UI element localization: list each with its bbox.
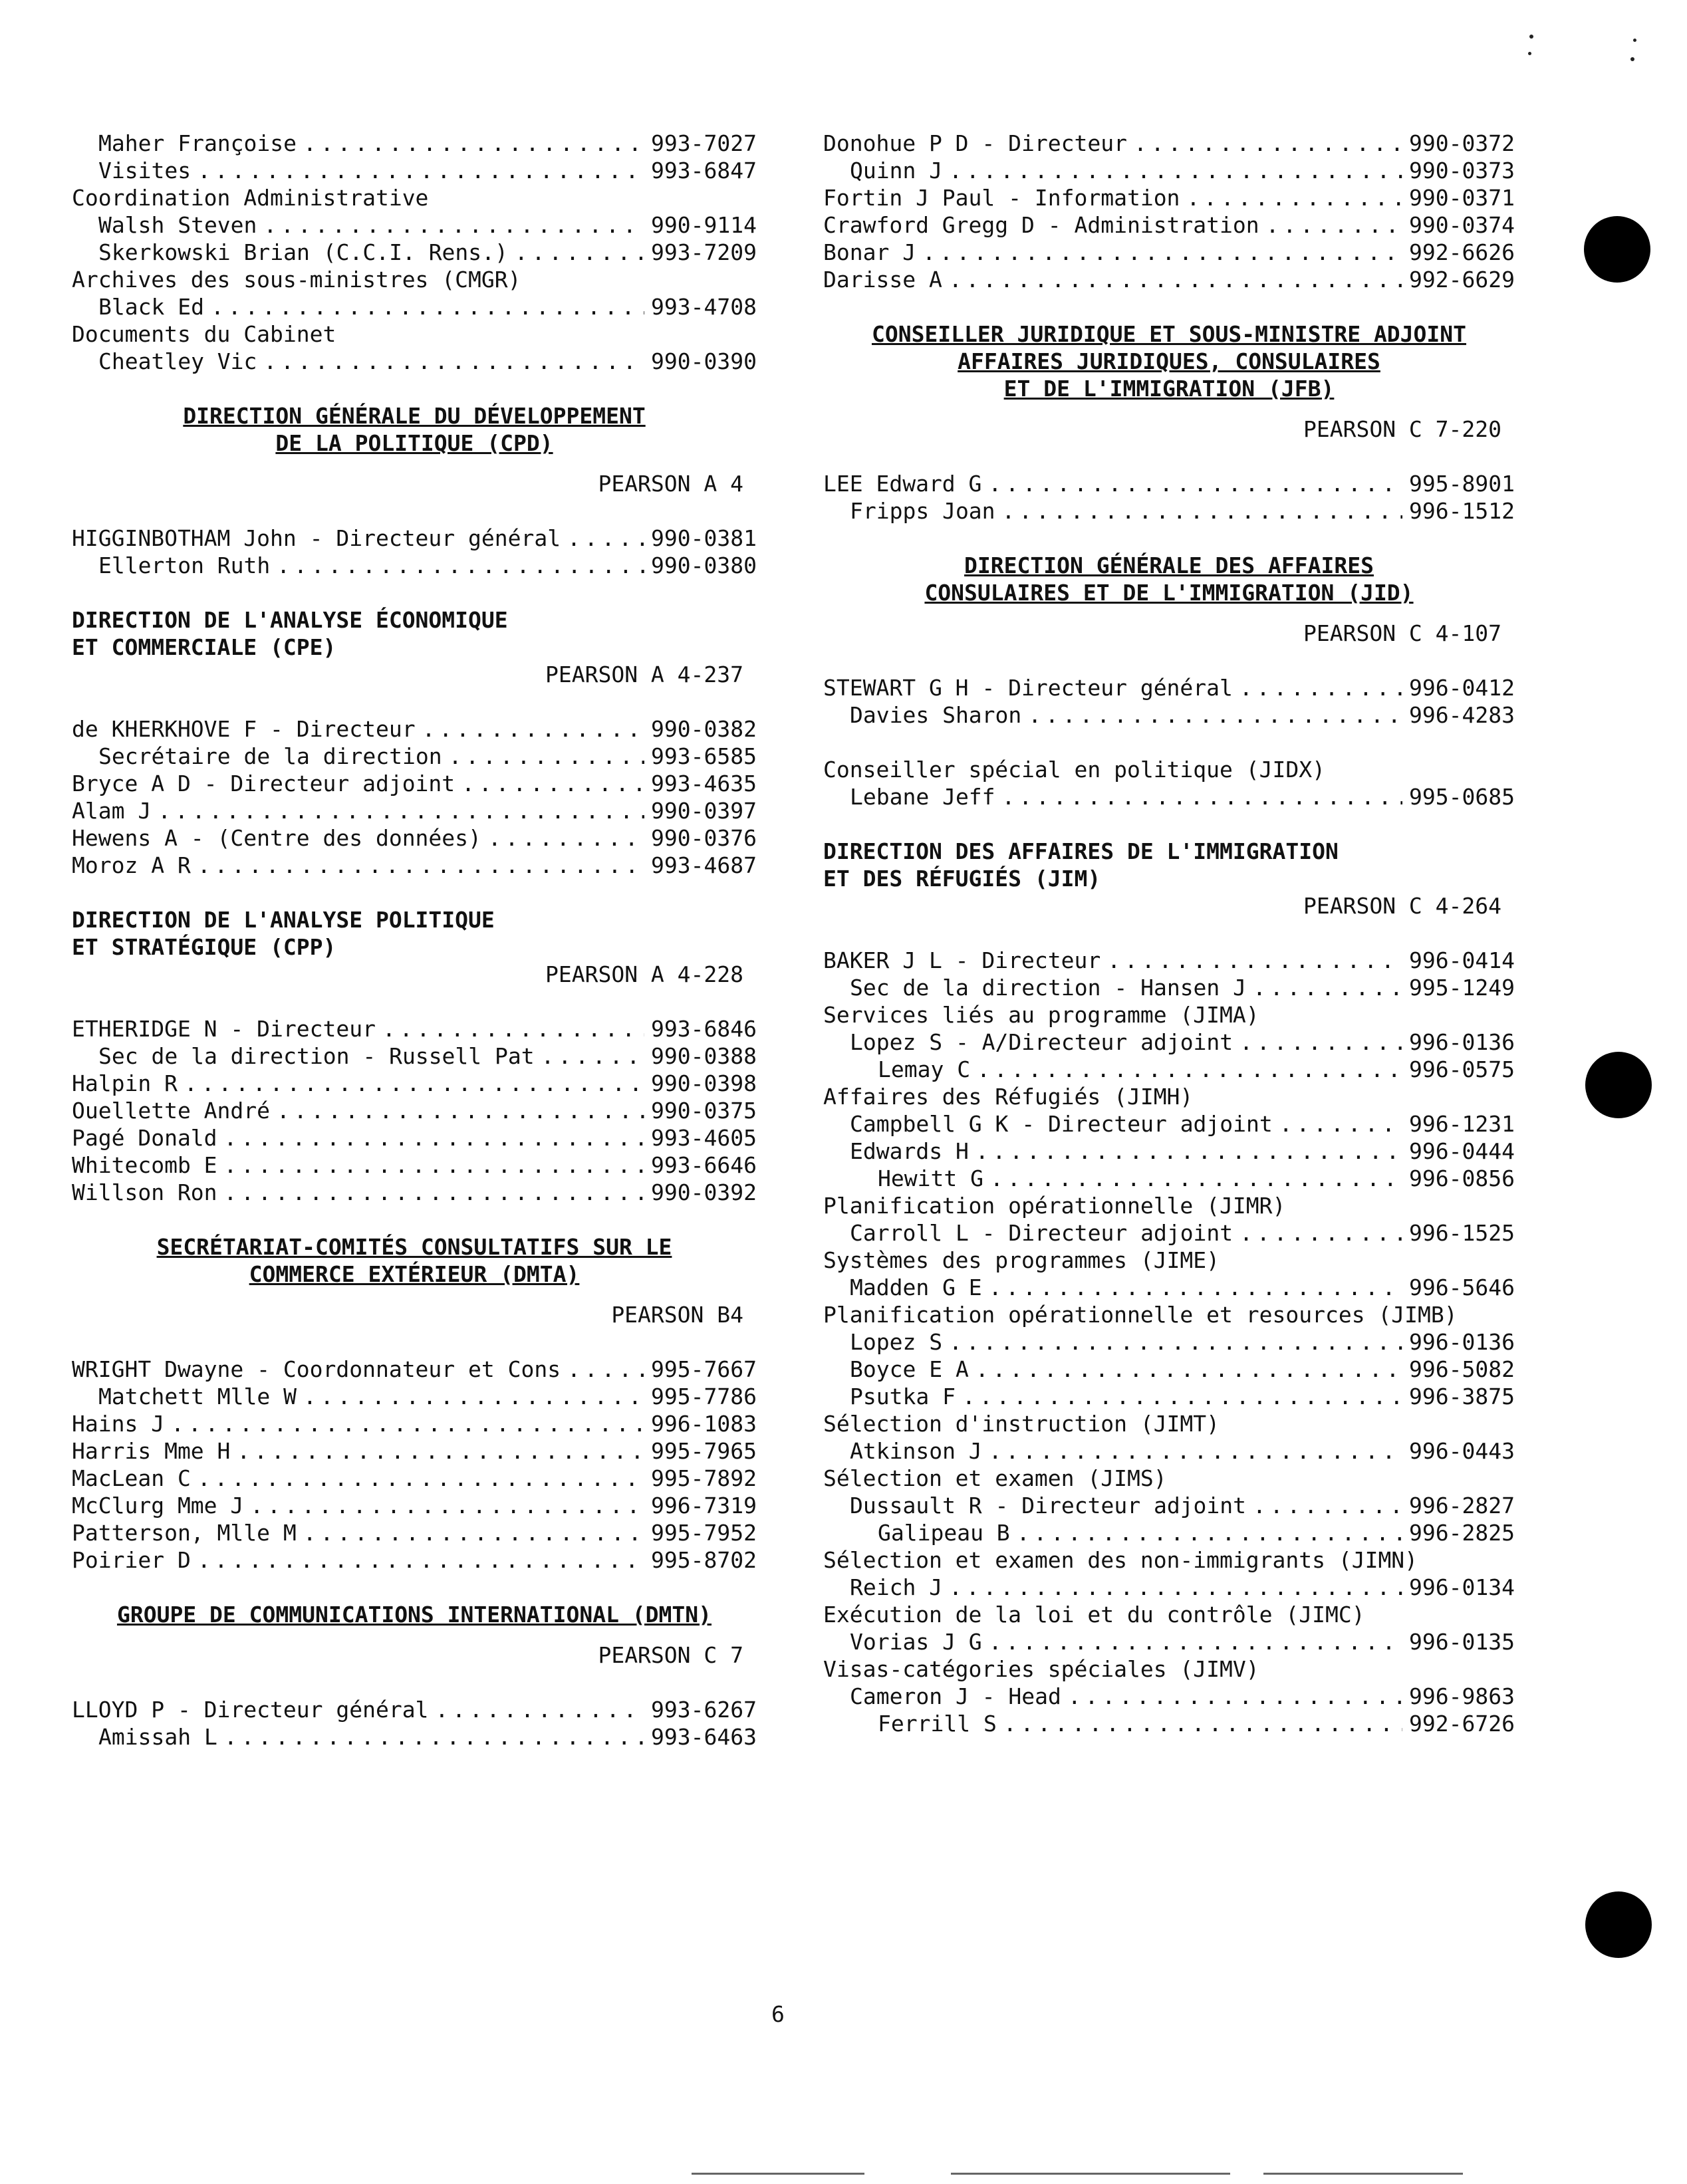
entry-name: LLOYD P - Directeur général [72, 1697, 429, 1723]
directory-entry [823, 1138, 1515, 1165]
directory-entry [823, 1492, 1515, 1519]
dot-leader [989, 1274, 1402, 1301]
dot-leader [303, 130, 644, 157]
directory-entry [823, 239, 1515, 266]
dot-leader [250, 1492, 644, 1519]
entry-name: Campbell G K - Directeur adjoint [850, 1111, 1273, 1137]
dot-leader [237, 1437, 644, 1465]
dot-leader [263, 348, 644, 375]
directory-entry [823, 470, 1515, 497]
directory-entry [823, 1710, 1515, 1737]
dot-leader [988, 470, 1402, 497]
section-title: DIRECTION GÉNÉRALE DU DÉVELOPPEMENT DE LA POLITIQUE (CPD) [183, 403, 646, 456]
directory-entry [823, 947, 1515, 974]
entry-name: Bonar J [823, 239, 916, 265]
directory-entry [72, 130, 757, 157]
sub-heading: Documents du Cabinet [72, 321, 336, 347]
directory-entry [823, 783, 1515, 810]
entry-phone: 990-9114 [651, 212, 757, 238]
entry-phone: 990-0375 [651, 1098, 757, 1124]
entry-phone: 992-6626 [1409, 239, 1515, 265]
entry-name: BAKER J L - Directeur [823, 947, 1101, 973]
directory-entry [72, 1492, 757, 1519]
dot-leader [1239, 674, 1402, 701]
dot-leader [197, 157, 644, 184]
entry-phone: 995-7952 [651, 1520, 757, 1546]
dot-leader [949, 266, 1402, 293]
entry-name: Donohue P D - Directeur [823, 130, 1127, 156]
directory-entry [72, 824, 757, 852]
dot-leader [975, 1138, 1402, 1165]
entry-phone: 990-0374 [1409, 212, 1515, 238]
directory-section [823, 320, 1515, 525]
entry-name: MacLean C [72, 1465, 191, 1491]
entry-name: Matchett Mlle W [98, 1384, 297, 1409]
entry-name: Alam J [72, 798, 152, 824]
dot-leader [989, 1628, 1402, 1655]
entry-name: Crawford Gregg D - Administration [823, 212, 1259, 238]
directory-entry [823, 266, 1515, 293]
sub-heading: Affaires des Réfugiés (JIMH) [823, 1084, 1194, 1110]
dot-leader [990, 1165, 1402, 1192]
entry-name: Hains J [72, 1411, 165, 1437]
dot-leader [158, 797, 644, 824]
entry-name: Secrétaire de la direction [98, 743, 442, 769]
dot-leader [303, 1519, 644, 1546]
entry-name: HIGGINBOTHAM John - Directeur général [72, 525, 561, 551]
directory-entry [72, 1070, 757, 1097]
entry-phone: 993-4605 [651, 1125, 757, 1151]
dot-leader [1253, 1492, 1402, 1519]
directory-entry [823, 1437, 1515, 1465]
directory-entry [72, 1437, 757, 1465]
directory-entry [823, 1574, 1515, 1601]
entry-name: Galipeau B [878, 1520, 1010, 1546]
directory-entry [72, 1356, 757, 1383]
entry-name: Moroz A R [72, 852, 191, 878]
entry-name: Cameron J - Head [850, 1683, 1061, 1709]
entry-name: Atkinson J [850, 1438, 982, 1464]
entry-phone: 993-6847 [651, 158, 757, 183]
directory-section [823, 838, 1515, 1737]
intro-block [72, 130, 757, 375]
directory-entry [72, 1124, 757, 1152]
directory-section [72, 906, 757, 1206]
entry-name: LEE Edward G [823, 471, 982, 497]
punch-hole-top [1584, 216, 1650, 283]
entry-phone: 993-6846 [651, 1016, 757, 1042]
entry-phone: 993-4687 [651, 852, 757, 878]
entry-name: Davies Sharon [850, 702, 1022, 728]
directory-entry [823, 157, 1515, 184]
dot-leader [435, 1696, 644, 1723]
entry-phone: 996-0856 [1409, 1165, 1515, 1191]
entry-phone: 996-4283 [1409, 702, 1515, 728]
sub-heading: Sélection et examen des non-immigrants (JIMN) [823, 1547, 1418, 1573]
entry-name: Lopez S - A/Directeur adjoint [850, 1029, 1233, 1055]
entry-phone: 996-9863 [1409, 1683, 1515, 1709]
directory-entry [72, 1015, 757, 1042]
punch-hole-middle [1585, 1052, 1652, 1118]
directory-entry [72, 743, 757, 770]
dot-leader [197, 1546, 644, 1574]
intro-block [823, 130, 1515, 293]
directory-entry [72, 525, 757, 552]
directory-entry [823, 1165, 1515, 1192]
dot-leader [303, 1383, 644, 1410]
dot-leader [1239, 1029, 1402, 1056]
dot-leader [461, 770, 644, 797]
punch-hole-bottom [1585, 1891, 1652, 1958]
page-number: 6 [771, 2001, 785, 2027]
sub-heading: Exécution de la loi et du contrôle (JIMC) [823, 1602, 1365, 1628]
directory-entry [72, 1546, 757, 1574]
entry-phone: 993-6463 [651, 1724, 757, 1750]
entry-name: Darisse A [823, 267, 942, 293]
section-title: DIRECTION DES AFFAIRES DE L'IMMIGRATION ET DES RÉFUGIÉS (JIM) [823, 838, 1339, 892]
entry-phone: 995-0685 [1409, 784, 1515, 810]
directory-entry [823, 211, 1515, 239]
dot-leader [1253, 974, 1402, 1001]
entry-phone: 996-0136 [1409, 1029, 1515, 1055]
entry-name: Lopez S [850, 1329, 943, 1355]
scan-speck [1630, 57, 1634, 61]
entry-name: Carroll L - Directeur adjoint [850, 1220, 1233, 1246]
directory-entry [823, 497, 1515, 525]
dot-leader [975, 1356, 1402, 1383]
directory-entry [823, 184, 1515, 211]
sub-heading: Planification opérationnelle et resources (JIMB) [823, 1302, 1458, 1328]
entry-name: de KHERKHOVE F - Directeur [72, 716, 416, 742]
entry-name: Edwards H [850, 1138, 969, 1164]
entry-phone: 996-0414 [1409, 947, 1515, 973]
dot-leader [197, 852, 644, 879]
dot-leader [1003, 1710, 1402, 1737]
sub-heading: Visas-catégories spéciales (JIMV) [823, 1656, 1259, 1682]
entry-phone: 993-4635 [651, 771, 757, 796]
entry-name: Madden G E [850, 1274, 982, 1300]
dot-leader [1279, 1110, 1402, 1138]
dot-leader [263, 211, 644, 239]
entry-phone: 993-7027 [651, 130, 757, 156]
directory-entry [823, 1219, 1515, 1247]
entry-name: Patterson, Mlle M [72, 1520, 297, 1546]
dot-leader [922, 239, 1402, 266]
section-title: CONSEILLER JURIDIQUE ET SOUS-MINISTRE ADJOINT AFFAIRES JURIDIQUES, CONSULAIRES ET DE L'IMMIGRATION (JFB) [871, 321, 1467, 402]
entry-name: Sec de la direction - Russell Pat [98, 1043, 535, 1069]
entry-phone: 995-8702 [651, 1547, 757, 1573]
entry-name: Ferrill S [878, 1711, 997, 1737]
entry-phone: 996-1083 [651, 1411, 757, 1437]
entry-name: Hewens A - (Centre des données) [72, 825, 481, 851]
directory-entry [72, 1152, 757, 1179]
directory-section [72, 402, 757, 579]
scan-speck [1529, 35, 1533, 39]
entry-name: Reich J [850, 1574, 943, 1600]
dot-leader [197, 1465, 644, 1492]
entry-name: Amissah L [98, 1724, 217, 1750]
entry-phone: 996-0443 [1409, 1438, 1515, 1464]
directory-entry [72, 293, 757, 320]
entry-phone: 993-6267 [651, 1697, 757, 1723]
directory-entry [823, 1029, 1515, 1056]
entry-name: Whitecomb E [72, 1152, 217, 1178]
entry-name: Quinn J [850, 158, 943, 183]
dot-leader [224, 1179, 645, 1206]
entry-name: Black Ed [98, 294, 204, 320]
entry-phone: 993-4708 [651, 294, 757, 320]
directory-section [72, 1601, 757, 1751]
dot-leader [1068, 1683, 1402, 1710]
dot-leader [422, 715, 644, 743]
entry-phone: 995-7667 [651, 1356, 757, 1382]
section-location: PEARSON C 4-264 [1303, 893, 1501, 919]
sub-heading: Systèmes des programmes (JIME) [823, 1247, 1220, 1273]
section-location: PEARSON C 7 [598, 1642, 743, 1668]
entry-phone: 996-2825 [1409, 1520, 1515, 1546]
entry-name: Willson Ron [72, 1179, 217, 1205]
directory-entry [72, 1519, 757, 1546]
entry-name: Maher Françoise [98, 130, 297, 156]
dot-leader [211, 293, 644, 320]
entry-phone: 990-0397 [651, 798, 757, 824]
entry-phone: 996-7319 [651, 1493, 757, 1518]
directory-entry [72, 1383, 757, 1410]
spacer [823, 729, 1515, 756]
entry-phone: 996-0412 [1409, 675, 1515, 701]
entry-phone: 990-0390 [651, 348, 757, 374]
entry-name: Fripps Joan [850, 498, 995, 524]
directory-section [72, 606, 757, 879]
directory-entry [72, 852, 757, 879]
entry-phone: 990-0371 [1409, 185, 1515, 211]
entry-phone: 996-3875 [1409, 1384, 1515, 1409]
dot-leader [1002, 783, 1403, 810]
entry-name: Boyce E A [850, 1356, 969, 1382]
entry-phone: 990-0381 [651, 525, 757, 551]
directory-section [823, 552, 1515, 810]
sub-heading: Conseiller spécial en politique (JIDX) [823, 757, 1325, 783]
entry-phone: 996-5646 [1409, 1274, 1515, 1300]
dot-leader [488, 824, 644, 852]
section-location: PEARSON C 4-107 [1303, 620, 1501, 646]
entry-name: Fortin J Paul - Information [823, 185, 1180, 211]
directory-entry [72, 1410, 757, 1437]
scan-speck [1633, 39, 1636, 42]
left-column [72, 130, 757, 1778]
directory-entry [823, 1356, 1515, 1383]
section-title: DIRECTION DE L'ANALYSE POLITIQUE ET STRATÉGIQUE (CPP) [72, 907, 495, 960]
dot-leader [541, 1042, 644, 1070]
entry-name: Cheatley Vic [98, 348, 257, 374]
directory-entry [823, 1519, 1515, 1546]
entry-phone: 990-0382 [651, 716, 757, 742]
entry-name: Halpin R [72, 1070, 178, 1096]
directory-entry [72, 211, 757, 239]
entry-phone: 996-1512 [1409, 498, 1515, 524]
directory-entry [823, 674, 1515, 701]
dot-leader [1028, 701, 1402, 729]
dot-leader [224, 1124, 645, 1152]
entry-name: Pagé Donald [72, 1125, 217, 1151]
section-location: PEARSON A 4 [598, 471, 743, 497]
directory-entry [72, 797, 757, 824]
entry-name: Walsh Steven [98, 212, 257, 238]
entry-phone: 996-0134 [1409, 1574, 1515, 1600]
directory-entry [72, 157, 757, 184]
directory-entry [72, 1696, 757, 1723]
directory-entry [72, 1042, 757, 1070]
entry-name: Dussault R - Directeur adjoint [850, 1493, 1247, 1518]
entry-phone: 993-7209 [651, 239, 757, 265]
entry-phone: 992-6726 [1409, 1711, 1515, 1737]
dot-leader [567, 1356, 644, 1383]
entry-phone: 995-1249 [1409, 975, 1515, 1001]
dot-leader [1002, 497, 1403, 525]
dot-leader [949, 1328, 1402, 1356]
scan-speck [1528, 52, 1531, 55]
sub-heading: Services liés au programme (JIMA) [823, 1002, 1259, 1028]
directory-entry [823, 1683, 1515, 1710]
section-location: PEARSON B4 [611, 1302, 743, 1328]
directory-entry [823, 1056, 1515, 1083]
scan-rule [951, 2173, 1230, 2175]
section-title: SECRÉTARIAT-COMITÉS CONSULTATIFS SUR LE COMMERCE EXTÉRIEUR (DMTA) [156, 1234, 672, 1287]
directory-entry [823, 1628, 1515, 1655]
directory-entry [72, 1723, 757, 1751]
entry-phone: 990-0392 [651, 1179, 757, 1205]
dot-leader [515, 239, 644, 266]
directory-entry [72, 1097, 757, 1124]
scan-rule [1263, 2173, 1463, 2175]
entry-phone: 996-0575 [1409, 1056, 1515, 1082]
entry-phone: 995-8901 [1409, 471, 1515, 497]
section-title: DIRECTION DE L'ANALYSE ÉCONOMIQUE ET COMMERCIALE (CPE) [72, 607, 508, 660]
directory-entry [823, 130, 1515, 157]
entry-phone: 995-7786 [651, 1384, 757, 1409]
dot-leader [977, 1056, 1402, 1083]
directory-entry [72, 348, 757, 375]
sub-heading: Archives des sous-ministres (CMGR) [72, 267, 521, 293]
directory-entry [72, 770, 757, 797]
entry-name: Psutka F [850, 1384, 956, 1409]
entry-phone: 995-7892 [651, 1465, 757, 1491]
dot-leader [1266, 211, 1402, 239]
dot-leader [1134, 130, 1402, 157]
entry-phone: 990-0380 [651, 552, 757, 578]
entry-name: STEWART G H - Directeur général [823, 675, 1233, 701]
entry-name: Hewitt G [878, 1165, 983, 1191]
directory-entry [72, 552, 757, 579]
directory-entry [72, 715, 757, 743]
dot-leader [184, 1070, 644, 1097]
entry-phone: 993-6585 [651, 743, 757, 769]
dot-leader [449, 743, 644, 770]
section-title: DIRECTION GÉNÉRALE DES AFFAIRES CONSULAIRES ET DE L'IMMIGRATION (JID) [924, 552, 1414, 606]
dot-leader [962, 1383, 1402, 1410]
entry-phone: 996-0135 [1409, 1629, 1515, 1655]
entry-name: Ellerton Ruth [98, 552, 271, 578]
entry-name: Lemay C [878, 1056, 971, 1082]
scan-rule [692, 2173, 864, 2175]
entry-name: Ouellette André [72, 1098, 271, 1124]
dot-leader [224, 1152, 645, 1179]
entry-name: Vorias J G [850, 1629, 982, 1655]
entry-phone: 990-0398 [651, 1070, 757, 1096]
directory-entry [72, 1179, 757, 1206]
entry-name: McClurg Mme J [72, 1493, 244, 1518]
entry-phone: 990-0388 [651, 1043, 757, 1069]
entry-phone: 995-7965 [651, 1438, 757, 1464]
dot-leader [1239, 1219, 1402, 1247]
dot-leader [989, 1437, 1402, 1465]
section-location: PEARSON C 7-220 [1303, 416, 1501, 442]
entry-phone: 990-0376 [651, 825, 757, 851]
dot-leader [949, 1574, 1402, 1601]
directory-entry [823, 1383, 1515, 1410]
dot-leader [1107, 947, 1402, 974]
entry-name: Harris Mme H [72, 1438, 231, 1464]
entry-phone: 993-6646 [651, 1152, 757, 1178]
dot-leader [277, 552, 644, 579]
entry-name: Bryce A D - Directeur adjoint [72, 771, 455, 796]
dot-leader [1186, 184, 1402, 211]
right-column [823, 130, 1515, 1764]
section-title: GROUPE DE COMMUNICATIONS INTERNATIONAL (DMTN) [116, 1602, 712, 1628]
entry-phone: 990-0372 [1409, 130, 1515, 156]
entry-phone: 996-1525 [1409, 1220, 1515, 1246]
sub-heading: Sélection d'instruction (JIMT) [823, 1411, 1220, 1437]
dot-leader [382, 1015, 644, 1042]
entry-phone: 996-2827 [1409, 1493, 1515, 1518]
directory-entry [823, 701, 1515, 729]
directory-entry [823, 1274, 1515, 1301]
directory-entry [823, 974, 1515, 1001]
directory-entry [823, 1110, 1515, 1138]
directory-entry [72, 239, 757, 266]
entry-phone: 990-0373 [1409, 158, 1515, 183]
entry-phone: 996-0136 [1409, 1329, 1515, 1355]
dot-leader [567, 525, 644, 552]
directory-entry [72, 1465, 757, 1492]
entry-phone: 996-1231 [1409, 1111, 1515, 1137]
entry-phone: 996-5082 [1409, 1356, 1515, 1382]
entry-name: Visites [98, 158, 192, 183]
entry-name: Poirier D [72, 1547, 191, 1573]
entry-phone: 992-6629 [1409, 267, 1515, 293]
entry-name: WRIGHT Dwayne - Coordonnateur et Cons [72, 1356, 561, 1382]
section-location: PEARSON A 4-228 [545, 961, 743, 987]
sub-heading: Planification opérationnelle (JIMR) [823, 1193, 1286, 1219]
directory-section [72, 1233, 757, 1574]
entry-name: ETHERIDGE N - Directeur [72, 1016, 376, 1042]
sub-heading: Coordination Administrative [72, 185, 429, 211]
directory-entry [823, 1328, 1515, 1356]
dot-leader [224, 1723, 644, 1751]
dot-leader [171, 1410, 644, 1437]
section-location: PEARSON A 4-237 [545, 662, 743, 687]
entry-name: Sec de la direction - Hansen J [850, 975, 1247, 1001]
dot-leader [277, 1097, 644, 1124]
entry-name: Lebane Jeff [850, 784, 995, 810]
dot-leader [1017, 1519, 1402, 1546]
entry-name: Skerkowski Brian (C.C.I. Rens.) [98, 239, 508, 265]
dot-leader [949, 157, 1402, 184]
sub-heading: Sélection et examen (JIMS) [823, 1465, 1167, 1491]
entry-phone: 996-0444 [1409, 1138, 1515, 1164]
